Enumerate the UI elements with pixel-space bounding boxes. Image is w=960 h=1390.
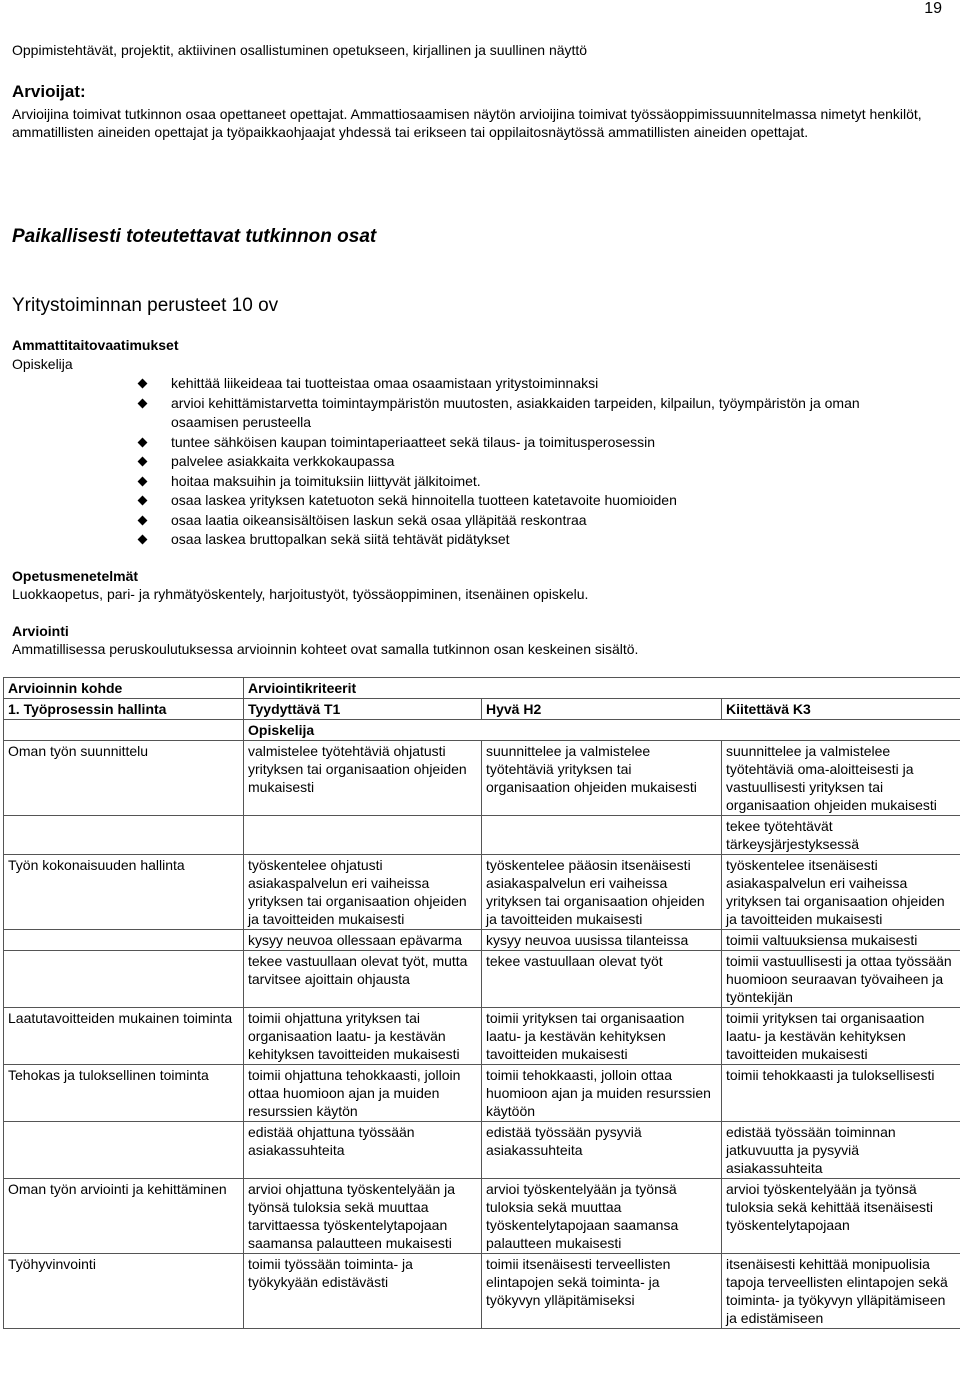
table-row xyxy=(4,1254,960,1329)
cell-target xyxy=(4,1122,244,1179)
intro-line: Oppimistehtävät, projektit, aktiivinen osallistuminen opetukseen, kirjallinen ja suullinen näyttö xyxy=(12,42,588,58)
requirements-heading: Ammattitaitovaatimukset xyxy=(12,337,179,353)
cell-h2: tekee vastuullaan olevat työt xyxy=(482,951,722,1008)
cell-k3: itsenäisesti kehittää monipuolisia tapoja terveellisten elintapojen sekä toiminta- ja työkyvyn ylläpitämiseen ja edistämiseen xyxy=(722,1254,960,1329)
cell-t1 xyxy=(244,816,482,855)
cell-t1: tekee vastuullaan olevat työt, mutta tarvitsee ajoittain ohjausta xyxy=(244,951,482,1008)
cell-h2: kysyy neuvoa uusissa tilanteissa xyxy=(482,930,722,951)
requirement-item: arvioi kehittämistarvetta toimintaympäristön muutosten, asiakkaiden tarpeiden, kilpailun, työympäristön ja oman osaamisen perusteella xyxy=(139,394,930,433)
cell-k3: tekee työtehtävät tärkeysjärjestyksessä xyxy=(722,816,960,855)
cell-t1: valmistelee työtehtäviä ohjatusti yrityksen tai organisaation ohjeiden mukaisesti xyxy=(244,741,482,816)
page-number: 19 xyxy=(924,0,942,17)
cell-h2: suunnittelee ja valmistelee työtehtäviä yrityksen tai organisaation ohjeiden mukaisesti xyxy=(482,741,722,816)
requirement-item: hoitaa maksuihin ja toimituksiin liittyvät jälkitoimet. xyxy=(139,472,930,492)
cell-h2 xyxy=(482,816,722,855)
cell-target: Oman työn suunnittelu xyxy=(4,741,244,816)
assessment-text: Ammatillisessa peruskoulutuksessa arvioinnin kohteet ovat samalla tutkinnon osan keskeinen sisältö. xyxy=(12,641,639,657)
methods-text: Luokkaopetus, pari- ja ryhmätyöskentely, harjoitustyöt, työssäoppiminen, itsenäinen opiskelu. xyxy=(12,586,589,602)
cell-target: Oman työn arviointi ja kehittäminen xyxy=(4,1179,244,1254)
requirements-subject: Opiskelija xyxy=(12,356,73,372)
section-heading: Paikallisesti toteutettavat tutkinnon osat xyxy=(12,226,377,247)
requirement-item: palvelee asiakkaita verkkokaupassa xyxy=(139,452,930,472)
cell-k3: toimii tehokkaasti ja tuloksellisesti xyxy=(722,1065,960,1122)
table-subject: Opiskelija xyxy=(244,720,960,741)
cell-h2: toimii itsenäisesti terveellisten elintapojen sekä toiminta- ja työkyvyn ylläpitämiseksi xyxy=(482,1254,722,1329)
arvioijat-heading-text: Arvioijat: xyxy=(12,82,86,101)
table-row xyxy=(4,1008,960,1065)
cell-k3: edistää työssään toiminnan jatkuvuutta ja pysyviä asiakassuhteita xyxy=(722,1122,960,1179)
empty-cell xyxy=(4,720,244,741)
cell-target xyxy=(4,951,244,1008)
cell-t1: edistää ohjattuna työssään asiakassuhteita xyxy=(244,1122,482,1179)
table-row xyxy=(4,1065,960,1122)
table-row xyxy=(4,1179,960,1254)
cell-t1: toimii ohjattuna tehokkaasti, jolloin ottaa huomioon ajan ja muiden resurssien käytön xyxy=(244,1065,482,1122)
module-title: Yritystoiminnan perusteet 10 ov xyxy=(12,295,279,316)
cell-k3: toimii valtuuksiensa mukaisesti xyxy=(722,930,960,951)
cell-h2: toimii tehokkaasti, jolloin ottaa huomioon ajan ja muiden resurssien käytöön xyxy=(482,1065,722,1122)
grade-h2-header: Hyvä H2 xyxy=(482,699,722,720)
cell-k3: arvioi työskentelyään ja työnsä tuloksia sekä kehittää itsenäisesti työskentelytapojaan xyxy=(722,1179,960,1254)
requirement-item: kehittää liikeideaa tai tuotteistaa omaa osaamistaan yritystoiminnaksi xyxy=(139,374,930,394)
table-row xyxy=(4,951,960,1008)
cell-k3: toimii yrityksen tai organisaation laatu- ja kestävän kehityksen tavoitteiden mukaisesti xyxy=(722,1008,960,1065)
cell-target: Laatutavoitteiden mukainen toiminta xyxy=(4,1008,244,1065)
table-header-row xyxy=(4,678,960,699)
arvioijat-heading xyxy=(12,82,948,102)
table-grade-row xyxy=(4,699,960,720)
cell-t1: työskentelee ohjatusti asiakaspalvelun eri vaiheissa yrityksen tai organisaation ohjeiden ja tavoitteiden mukaisesti xyxy=(244,855,482,930)
table-row xyxy=(4,1122,960,1179)
requirements-list xyxy=(139,374,930,550)
cell-target: Työn kokonaisuuden hallinta xyxy=(4,855,244,930)
grade-t1-header: Tyydyttävä T1 xyxy=(244,699,482,720)
table-row xyxy=(4,816,960,855)
assessment-heading: Arviointi xyxy=(12,623,69,639)
cell-h2: edistää työssään pysyviä asiakassuhteita xyxy=(482,1122,722,1179)
cell-h2: arvioi työskentelyään ja työnsä tuloksia sekä muuttaa työskentelytapojaan saamansa palautteen mukaisesti xyxy=(482,1179,722,1254)
table-row xyxy=(4,930,960,951)
table-subject-row xyxy=(4,720,960,741)
cell-t1: toimii ohjattuna yrityksen tai organisaation laatu- ja kestävän kehityksen tavoitteiden mukaisesti xyxy=(244,1008,482,1065)
requirement-item: tuntee sähköisen kaupan toimintaperiaatteet sekä tilaus- ja toimitusperosessin xyxy=(139,433,930,453)
cell-target xyxy=(4,816,244,855)
methods-heading: Opetusmenetelmät xyxy=(12,568,139,584)
requirement-item: osaa laatia oikeansisältöisen laskun sekä osaa ylläpitää reskontraa xyxy=(139,511,930,531)
cell-target: Tehokas ja tuloksellinen toiminta xyxy=(4,1065,244,1122)
requirement-item: osaa laskea yrityksen katetuoton sekä hinnoitella tuotteen katetavoite huomioiden xyxy=(139,491,930,511)
col-target-header: Arvioinnin kohde xyxy=(4,678,244,699)
cell-k3: työskentelee itsenäisesti asiakaspalvelun eri vaiheissa yrityksen tai organisaation ohjeiden ja tavoitteiden mukaisesti xyxy=(722,855,960,930)
section-label: 1. Työprosessin hallinta xyxy=(4,699,244,720)
grade-k3-header: Kiitettävä K3 xyxy=(722,699,960,720)
table-row xyxy=(4,741,960,816)
cell-h2: työskentelee pääosin itsenäisesti asiakaspalvelun eri vaiheissa yrityksen tai organisaation ohjeiden ja tavoitteiden mukaisesti xyxy=(482,855,722,930)
cell-k3: suunnittelee ja valmistelee työtehtäviä oma-aloitteisesti ja vastuullisesti yrityksen tai organisaation ohjeiden mukaisesti xyxy=(722,741,960,816)
cell-k3: toimii vastuullisesti ja ottaa työssään huomioon seuraavan työvaiheen ja työntekijän xyxy=(722,951,960,1008)
col-criteria-header: Arviointikriteerit xyxy=(244,678,960,699)
cell-target xyxy=(4,930,244,951)
table-row xyxy=(4,855,960,930)
assessment-table xyxy=(3,677,960,1329)
cell-t1: toimii työssään toiminta- ja työkykyään edistävästi xyxy=(244,1254,482,1329)
cell-h2: toimii yrityksen tai organisaation laatu- ja kestävän kehityksen tavoitteiden mukaisesti xyxy=(482,1008,722,1065)
requirement-item: osaa laskea bruttopalkan sekä siitä tehtävät pidätykset xyxy=(139,530,930,550)
cell-t1: arvioi ohjattuna työskentelyään ja työnsä tuloksia sekä muuttaa tarvittaessa työskentelytapojaan saamansa palautteen mukaisesti xyxy=(244,1179,482,1254)
arvioijat-paragraph: Arvioijina toimivat tutkinnon osaa opettaneet opettajat. Ammattiosaamisen näytön arvioijina toimivat työssäoppimissuunnitelmassa nimetyt henkilöt, ammatillisten aineiden opettajat ja työpaikkaohjaajat yhdessä tai erikseen tai oppilaitosnäytössä ammatillisten aineiden opettajat. xyxy=(12,106,922,140)
cell-target: Työhyvinvointi xyxy=(4,1254,244,1329)
cell-t1: kysyy neuvoa ollessaan epävarma xyxy=(244,930,482,951)
